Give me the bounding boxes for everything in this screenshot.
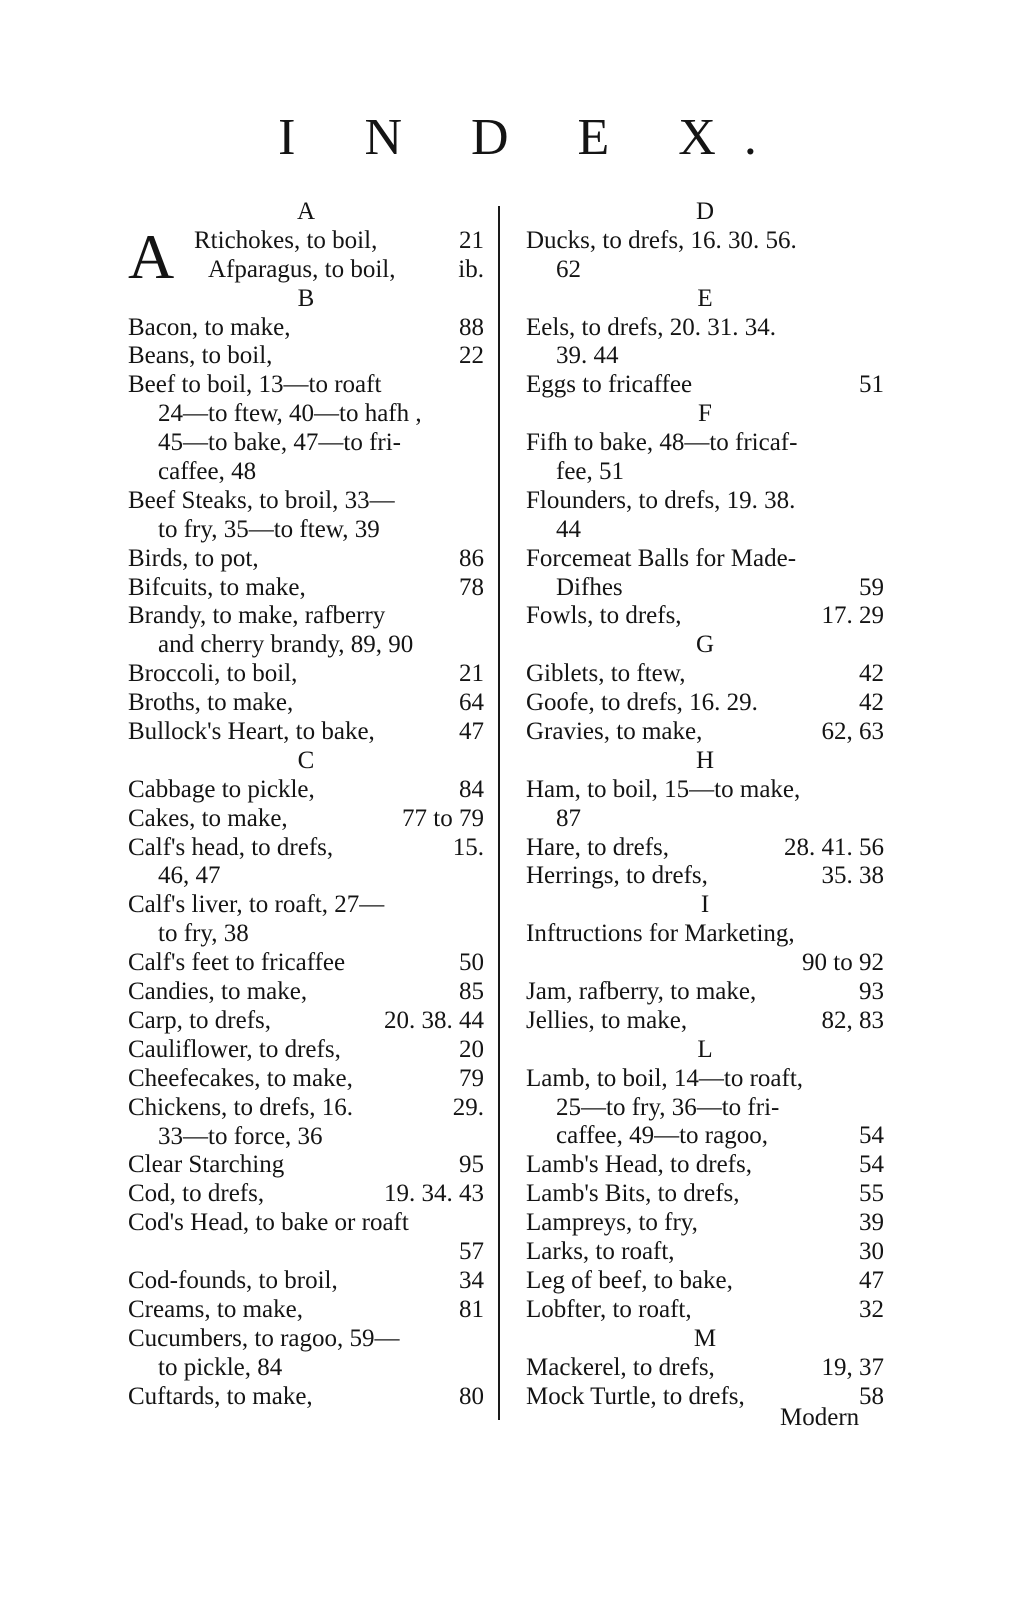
index-entry — [128, 689, 484, 718]
entry-page: 85 — [459, 978, 484, 1006]
section-letter: D — [695, 198, 715, 225]
index-entry-continuation — [526, 574, 884, 603]
entry-page: 54 — [859, 1122, 884, 1150]
index-entry — [128, 1036, 484, 1065]
index-entry — [128, 602, 484, 631]
entry-page: 95 — [459, 1151, 484, 1179]
entry-text: Giblets, to ftew, — [526, 660, 686, 688]
entry-text: 44 — [556, 515, 581, 543]
entry-text: Jam, rafberry, to make, — [526, 978, 757, 1006]
index-entry — [128, 978, 484, 1007]
index-entry — [526, 862, 884, 891]
entry-page: 32 — [859, 1295, 884, 1323]
entry-text: Candies, to make, — [128, 978, 308, 1006]
index-entry — [128, 1267, 484, 1296]
entry-page: 51 — [859, 371, 884, 399]
entry-page: 17. 29 — [821, 602, 884, 630]
entry-text: Calf's liver, to roaft, 27— — [128, 891, 385, 919]
entry-page: 28. 41. 56 — [784, 833, 884, 861]
index-entry — [128, 1325, 484, 1354]
index-entry — [526, 314, 884, 343]
index-entry — [526, 1007, 884, 1036]
entry-text: and cherry brandy, 89, 90 — [158, 631, 414, 659]
entry-page: 20. 38. 44 — [384, 1006, 484, 1034]
index-entry — [128, 949, 484, 978]
index-entry — [128, 314, 484, 343]
section-letter: B — [297, 284, 315, 312]
drop-cap: A — [128, 220, 175, 292]
index-entry-continuation — [526, 1094, 884, 1123]
entry-page: 90 to 92 — [802, 949, 884, 977]
index-entry-continuation — [128, 458, 484, 487]
index-entry-continuation — [526, 1123, 884, 1152]
entry-text: Larks, to roaft, — [526, 1238, 675, 1266]
entry-page: 21 — [459, 660, 484, 688]
index-entry-continuation — [526, 458, 884, 487]
entry-page: 80 — [459, 1382, 484, 1410]
entry-text: Gravies, to make, — [526, 718, 703, 746]
entry-text: Flounders, to drefs, 19. 38. — [526, 486, 796, 514]
entry-page: 15. — [452, 833, 484, 861]
index-entry — [526, 834, 884, 863]
index-entry — [128, 718, 484, 747]
page-title: I N D E X. — [278, 109, 785, 166]
index-entry — [208, 256, 484, 285]
index-entry-continuation — [526, 516, 884, 545]
index-entry-continuation — [526, 256, 884, 285]
index-entry — [526, 545, 884, 574]
entry-text: Creams, to make, — [128, 1295, 303, 1323]
entry-text: Bifcuits, to make, — [128, 573, 306, 601]
index-entry — [526, 227, 884, 256]
entry-page: 29. — [452, 1093, 484, 1121]
entry-text: Beef Steaks, to broil, 33— — [128, 486, 395, 514]
index-entry — [128, 834, 484, 863]
entry-page: 81 — [459, 1295, 484, 1323]
entry-text: to fry, 38 — [158, 920, 249, 948]
entry-text: Lamb, to boil, 14—to roaft, — [526, 1064, 804, 1092]
entry-text: Cod, to drefs, — [128, 1180, 265, 1208]
entry-page: 79 — [459, 1064, 484, 1092]
index-entry — [128, 545, 484, 574]
entry-text: Cakes, to make, — [128, 804, 288, 832]
entry-page: 93 — [859, 978, 884, 1006]
entry-page: 88 — [459, 313, 484, 341]
index-entry — [526, 1065, 884, 1094]
index-entry — [128, 342, 484, 371]
index-entry — [526, 1209, 884, 1238]
entry-page: 30 — [859, 1238, 884, 1266]
entry-text: Difhes — [556, 573, 623, 601]
entry-page: 34 — [459, 1266, 484, 1294]
index-entry — [526, 660, 884, 689]
index-entry — [526, 920, 884, 949]
section-letter: E — [697, 284, 713, 312]
entry-text: Inftructions for Marketing, — [526, 920, 795, 948]
section-letter: G — [695, 631, 715, 659]
entry-page: 19, 37 — [821, 1353, 884, 1381]
entry-text: Lobfter, to roaft, — [526, 1295, 692, 1323]
index-entry — [526, 1151, 884, 1180]
entry-page: 54 — [859, 1151, 884, 1179]
entry-text: Chickens, to drefs, 16. — [128, 1093, 353, 1121]
index-entry — [128, 1065, 484, 1094]
entry-page: ib. — [458, 255, 484, 283]
index-entry — [128, 371, 484, 400]
entry-page: 47 — [859, 1266, 884, 1294]
column-divider — [498, 206, 500, 1420]
entry-text: Rtichokes, to boil, — [194, 226, 378, 254]
entry-text: Afparagus, to boil, — [208, 255, 396, 283]
index-entry — [526, 429, 884, 458]
index-entry — [128, 1151, 484, 1180]
index-entry — [526, 1238, 884, 1267]
entry-text: Cod-founds, to broil, — [128, 1266, 338, 1294]
entry-text: Cuftards, to make, — [128, 1382, 313, 1410]
entry-text: Mock Turtle, to drefs, — [526, 1382, 745, 1410]
entry-page: 64 — [459, 689, 484, 717]
entry-text: 24—to ftew, 40—to hafh , — [158, 400, 422, 428]
entry-text: Hare, to drefs, — [526, 833, 669, 861]
entry-text: Forcemeat Balls for Made- — [526, 544, 797, 572]
index-entry — [128, 805, 484, 834]
entry-text: Fowls, to drefs, — [526, 602, 682, 630]
index-entry — [128, 1094, 484, 1123]
entry-text: Cucumbers, to ragoo, 59— — [128, 1324, 400, 1352]
index-entry-continuation — [128, 863, 484, 892]
entry-page: 42 — [859, 660, 884, 688]
entry-text: Birds, to pot, — [128, 544, 259, 572]
entry-text: Fifh to bake, 48—to fricaf- — [526, 429, 798, 457]
entry-page: 58 — [859, 1382, 884, 1410]
entry-text: Eels, to drefs, 20. 31. 34. — [526, 313, 776, 341]
index-entry — [526, 776, 884, 805]
entry-text: 45—to bake, 47—to fri- — [158, 429, 402, 457]
entry-text: Cauliflower, to drefs, — [128, 1035, 341, 1063]
entry-page: 62, 63 — [821, 718, 884, 746]
entry-page: 35. 38 — [821, 862, 884, 890]
entry-text: Beans, to boil, — [128, 342, 273, 370]
index-entry — [128, 1383, 484, 1412]
index-entry — [526, 371, 884, 400]
entry-text: Lamb's Head, to drefs, — [526, 1151, 752, 1179]
index-entry — [128, 660, 484, 689]
index-entry — [128, 891, 484, 920]
index-entry-continuation — [128, 1354, 484, 1383]
entry-text: Clear Starching — [128, 1151, 285, 1179]
entry-text: Cheefecakes, to make, — [128, 1064, 353, 1092]
index-entry — [526, 1267, 884, 1296]
entry-text: Ducks, to drefs, 16. 30. 56. — [526, 226, 797, 254]
entry-text: Ham, to boil, 15—to make, — [526, 775, 801, 803]
entry-page: 42 — [859, 689, 884, 717]
index-entry — [526, 487, 884, 516]
entry-text: Cabbage to pickle, — [128, 775, 315, 803]
index-entry — [526, 602, 884, 631]
entry-text: 25—to fry, 36—to fri- — [556, 1093, 780, 1121]
index-entry — [526, 1354, 884, 1383]
entry-page: 19. 34. 43 — [384, 1180, 484, 1208]
entry-text: Goofe, to drefs, 16. 29. — [526, 689, 758, 717]
entry-text: Herrings, to drefs, — [526, 862, 708, 890]
index-entry-continuation — [526, 805, 884, 834]
entry-text: Cod's Head, to bake or roaft — [128, 1209, 409, 1237]
entry-page: 21 — [459, 226, 484, 254]
entry-page: 77 to 79 — [402, 804, 484, 832]
entry-text: Lampreys, to fry, — [526, 1209, 698, 1237]
index-entry-continuation — [526, 342, 884, 371]
entry-text: Jellies, to make, — [526, 1006, 688, 1034]
index-entry — [128, 1007, 484, 1036]
entry-page: 22 — [459, 342, 484, 370]
index-entry — [128, 1296, 484, 1325]
entry-text: Carp, to drefs, — [128, 1006, 272, 1034]
entry-text: Broccoli, to boil, — [128, 660, 298, 688]
entry-page: 50 — [459, 949, 484, 977]
section-letter: C — [297, 746, 315, 774]
entry-text: 87 — [556, 804, 581, 832]
entry-page: 39 — [859, 1209, 884, 1237]
entry-text: 39. 44 — [556, 342, 619, 370]
entry-text: Leg of beef, to bake, — [526, 1266, 733, 1294]
entry-page: 55 — [859, 1180, 884, 1208]
entry-text: fee, 51 — [556, 458, 625, 485]
index-entry-continuation — [128, 920, 484, 949]
entry-text: Bacon, to make, — [128, 313, 291, 341]
entry-page: 47 — [459, 718, 484, 746]
entry-page: 78 — [459, 573, 484, 601]
entry-text: 46, 47 — [158, 862, 221, 890]
index-entry — [128, 574, 484, 603]
entry-page: 59 — [859, 573, 884, 601]
index-entry — [128, 776, 484, 805]
index-entry — [526, 978, 884, 1007]
index-entry-continuation — [128, 400, 484, 429]
section-letter: L — [697, 1035, 713, 1063]
entry-text: Beef to boil, 13—to roaft — [128, 371, 382, 399]
index-column-right — [526, 198, 884, 1411]
entry-text: caffee, 49—to ragoo, — [556, 1122, 768, 1150]
entry-page: 86 — [459, 544, 484, 572]
section-letter: I — [700, 891, 710, 919]
entry-text: to fry, 35—to ftew, 39 — [158, 515, 380, 543]
entry-text: caffee, 48 — [158, 458, 257, 486]
index-entry-continuation — [128, 429, 484, 458]
section-letter: A — [296, 198, 316, 225]
entry-text: Brandy, to make, rafberry — [128, 602, 386, 630]
section-letter: F — [698, 400, 712, 428]
entry-page: 82, 83 — [821, 1006, 884, 1034]
entry-text: Mackerel, to drefs, — [526, 1353, 715, 1381]
entry-page: 84 — [459, 775, 484, 803]
entry-text: to pickle, 84 — [158, 1353, 283, 1381]
entry-text: Bullock's Heart, to bake, — [128, 718, 375, 746]
index-entry — [128, 487, 484, 516]
index-entry-continuation — [128, 516, 484, 545]
entry-text: 33—to force, 36 — [158, 1122, 323, 1150]
entry-text: Lamb's Bits, to drefs, — [526, 1180, 740, 1208]
index-entry — [128, 1180, 484, 1209]
catchword: Modern — [780, 1404, 860, 1431]
first-entry — [128, 220, 484, 292]
index-entry — [526, 718, 884, 747]
entry-text: Calf's head, to drefs, — [128, 833, 334, 861]
index-entry — [526, 1180, 884, 1209]
index-entry — [128, 1209, 484, 1238]
index-entry-continuation — [128, 1123, 484, 1152]
entry-page: 20 — [459, 1035, 484, 1063]
entry-text: 62 — [556, 255, 581, 283]
index-column-left — [128, 198, 484, 1411]
entry-text: Calf's feet to fricaffee — [128, 949, 346, 977]
section-letter: H — [695, 746, 715, 774]
index-entry — [194, 227, 484, 256]
index-entry — [526, 949, 884, 978]
entry-text: Broths, to make, — [128, 689, 294, 717]
index-entry — [526, 689, 884, 718]
index-entry — [526, 1296, 884, 1325]
index-entry — [128, 1238, 484, 1267]
index-entry-continuation — [128, 631, 484, 660]
entry-text: Eggs to fricaffee — [526, 371, 693, 399]
entry-page: 57 — [459, 1238, 484, 1266]
section-letter: M — [693, 1324, 717, 1352]
